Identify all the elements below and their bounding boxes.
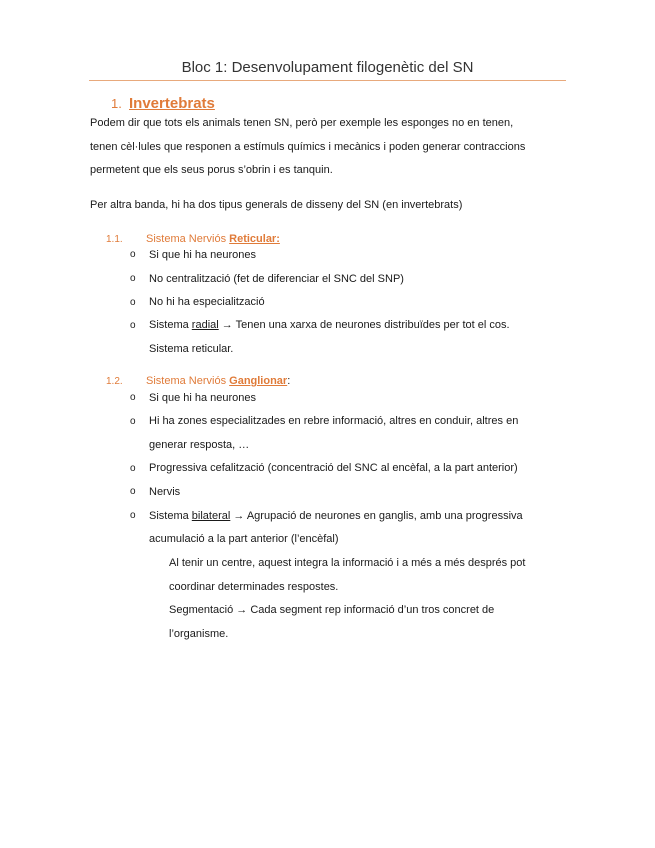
subsection-name: Reticular: bbox=[229, 233, 280, 245]
subsection-colon: : bbox=[287, 375, 291, 387]
item-rest: Agrupació de neurones en ganglis, amb una progressiva bbox=[244, 510, 523, 522]
intro-line-2: tenen cèl·lules que responen a estímuls químics i mecànics i poden generar contraccions bbox=[90, 141, 526, 153]
intro-line-1: Podem dir que tots els animals tenen SN, però per exemple les esponges no en tenen, bbox=[90, 117, 514, 129]
list-item: Si que hi ha neurones bbox=[149, 249, 257, 261]
bullet-marker: o bbox=[130, 297, 136, 308]
title-divider bbox=[89, 80, 566, 81]
bullet-marker: o bbox=[130, 510, 136, 521]
note-line: Al tenir un centre, aquest integra la informació i a més a més després pot bbox=[169, 557, 526, 569]
bullet-marker: o bbox=[130, 416, 136, 427]
list-item: No centralització (fet de diferenciar el SNC del SNP) bbox=[149, 273, 404, 285]
note-line: l’organisme. bbox=[169, 628, 229, 640]
bullet-marker: o bbox=[130, 273, 136, 284]
list-item: Si que hi ha neurones bbox=[149, 392, 257, 404]
bullet-marker: o bbox=[130, 249, 136, 260]
bullet-marker: o bbox=[130, 392, 136, 403]
item-prefix: Sistema bbox=[149, 319, 192, 331]
list-item-continuation: Sistema reticular. bbox=[149, 343, 234, 355]
list-item: No hi ha especialització bbox=[149, 296, 265, 308]
section-number: 1. bbox=[111, 96, 122, 111]
subsection-number: 1.1. bbox=[106, 234, 123, 245]
list-item bbox=[149, 504, 523, 528]
intro-line-3: permetent que els seus porus s’obrin i es tanquin. bbox=[90, 164, 333, 176]
right-arrow-icon: → bbox=[236, 604, 248, 616]
section-heading bbox=[111, 95, 215, 112]
page-title: Bloc 1: Desenvolupament filogenètic del SN bbox=[181, 59, 474, 76]
section-title: Invertebrats bbox=[129, 95, 215, 112]
intro-paragraph-2: Per altra banda, hi ha dos tipus generals de disseny del SN (en invertebrats) bbox=[90, 199, 463, 211]
subsection-prefix: Sistema Nerviós bbox=[146, 375, 230, 387]
list-item: Nervis bbox=[149, 486, 181, 498]
bullet-marker: o bbox=[130, 320, 136, 331]
item-rest: Tenen una xarxa de neurones distribuïdes per tot el cos. bbox=[232, 319, 510, 331]
right-arrow-icon: → bbox=[233, 510, 245, 522]
note-line bbox=[169, 598, 494, 622]
subsection-number: 1.2. bbox=[106, 376, 123, 387]
list-item-continuation: acumulació a la part anterior (l’encèfal) bbox=[149, 533, 339, 545]
right-arrow-icon: → bbox=[221, 319, 233, 331]
note-rest: Cada segment rep informació d’un tros concret de bbox=[247, 604, 495, 616]
list-item: Hi ha zones especialitzades en rebre informació, altres en conduir, altres en bbox=[149, 415, 519, 427]
subsection-prefix: Sistema Nerviós bbox=[146, 233, 230, 245]
bullet-marker: o bbox=[130, 463, 136, 474]
note-line: coordinar determinades respostes. bbox=[169, 581, 339, 593]
list-item: Progressiva cefalització (concentració del SNC al encèfal, a la part anterior) bbox=[149, 462, 518, 474]
item-underlined-term: radial bbox=[191, 319, 219, 331]
item-prefix: Sistema bbox=[149, 510, 192, 522]
list-item-continuation: generar resposta, … bbox=[149, 439, 250, 451]
note-prefix: Segmentació bbox=[169, 604, 237, 616]
subsection-name: Ganglionar bbox=[229, 375, 288, 387]
list-item bbox=[149, 313, 510, 337]
item-underlined-term: bilateral bbox=[191, 510, 231, 522]
bullet-marker: o bbox=[130, 486, 136, 497]
